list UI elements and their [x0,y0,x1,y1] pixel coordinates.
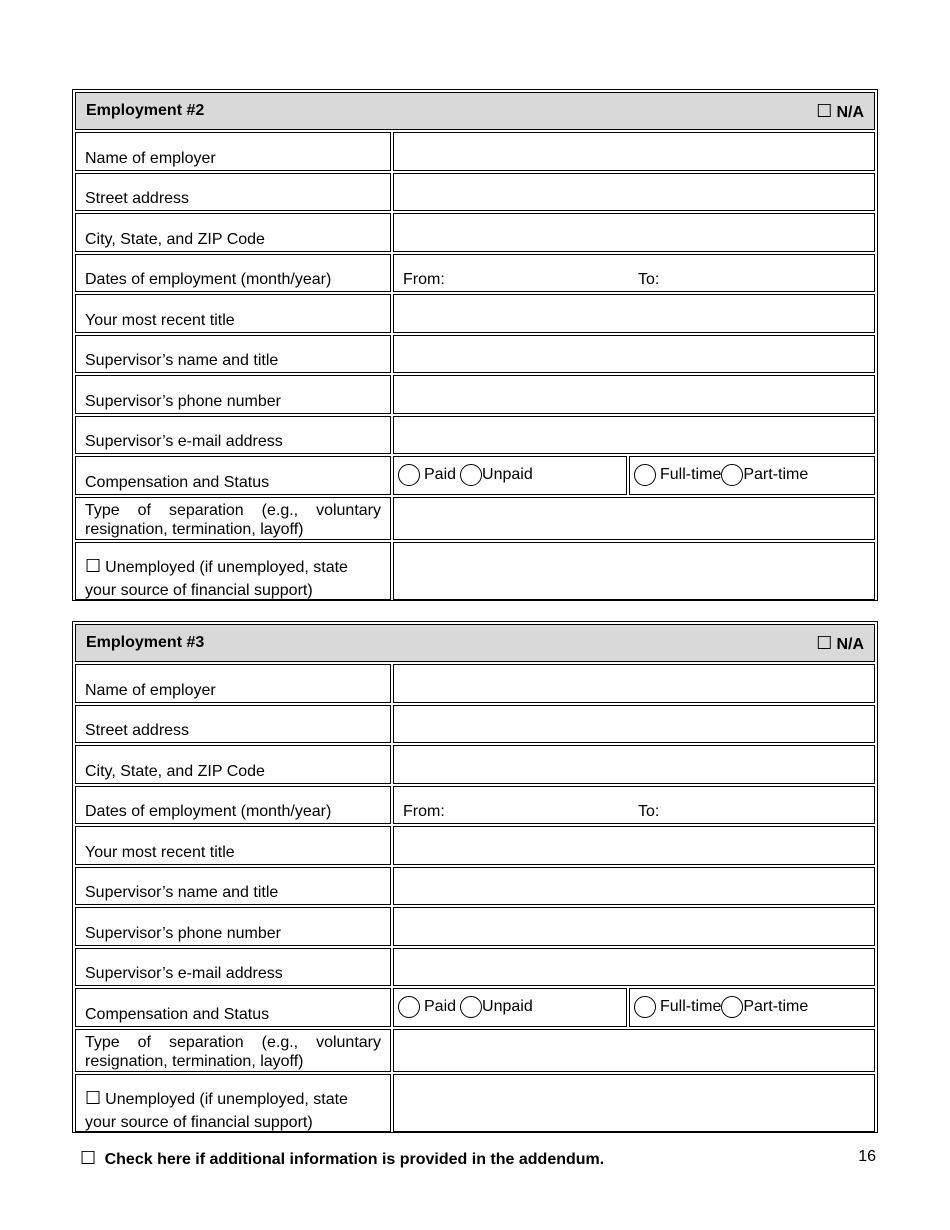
street-address-label-cell [75,173,391,212]
compensation-status-row [75,988,875,1027]
city-state-zip-input[interactable] [393,745,875,784]
supervisor-email-row [75,948,875,987]
supervisor-name-title-input[interactable] [393,335,875,374]
section-title: Employment #3 [86,634,205,651]
section-header [75,92,875,130]
unpaid-option[interactable] [460,996,533,1018]
employment-3-section [72,621,878,1133]
addendum-checkbox[interactable]: ☐ [80,1148,97,1168]
status-options [629,988,875,1027]
supervisor-phone-input[interactable] [393,375,875,414]
part-time-radio[interactable] [721,464,743,486]
supervisor-name-title-row [75,335,875,374]
unemployed-checkbox[interactable]: ☐ [85,555,102,576]
dates-input[interactable] [393,254,875,293]
unpaid-option[interactable] [460,464,533,486]
field-label: Type of separation (e.g., voluntary resignation, termination, layoff) [85,501,381,538]
full-time-radio[interactable] [634,996,656,1018]
name-of-employer-row [75,132,875,171]
name-of-employer-label-cell [75,664,391,703]
most-recent-title-input[interactable] [393,294,875,333]
supervisor-name-title-row [75,867,875,906]
city-state-zip-label-cell [75,213,391,252]
part-time-radio[interactable] [721,996,743,1018]
page-number: 16 [858,1148,876,1165]
supervisor-email-input[interactable] [393,416,875,455]
field-label: Your most recent title [85,843,235,861]
compensation-status-row [75,456,875,495]
most-recent-title-row [75,826,875,865]
addendum-note: Check here if additional information is provided in the addendum. [104,1151,605,1168]
most-recent-title-label-cell [75,294,391,333]
na-checkbox[interactable]: ☐ [816,632,833,653]
to-label: To: [638,803,660,820]
name-of-employer-label-cell [75,132,391,171]
type-of-separation-row [75,1029,875,1072]
supervisor-phone-label-cell [75,907,391,946]
supervisor-phone-row [75,375,875,414]
unemployed-row [75,542,875,600]
dates-input[interactable] [393,786,875,825]
most-recent-title-input[interactable] [393,826,875,865]
field-label: Your most recent title [85,311,235,329]
supervisor-email-label-cell [75,948,391,987]
full-time-radio[interactable] [634,464,656,486]
status-options [629,456,875,495]
city-state-zip-input[interactable] [393,213,875,252]
section-header [75,624,875,662]
supervisor-phone-input[interactable] [393,907,875,946]
compensation-status-label-cell [75,988,391,1027]
field-label: City, State, and ZIP Code [85,762,265,780]
part-time-label: Part-time [743,466,809,484]
dates-of-employment-row [75,786,875,825]
field-label: Unemployed (if unemployed, state your source of financial support) [85,1090,348,1131]
most-recent-title-label-cell [75,826,391,865]
field-label: Type of separation (e.g., voluntary resignation, termination, layoff) [85,1033,381,1070]
from-label: From: [403,271,445,288]
supervisor-email-row [75,416,875,455]
city-state-zip-row [75,745,875,784]
type-of-separation-input[interactable] [393,497,875,540]
supervisor-email-label-cell [75,416,391,455]
unemployed-label-cell [75,542,391,600]
field-label: Supervisor’s e-mail address [85,433,283,450]
type-of-separation-label-cell [75,497,391,540]
part-time-option[interactable] [721,464,808,486]
full-time-option[interactable] [634,464,721,486]
dates-of-employment-row [75,254,875,293]
unemployed-row [75,1074,875,1132]
name-of-employer-input[interactable] [393,664,875,703]
na-label: N/A [836,635,864,653]
section-title: Employment #2 [86,102,205,119]
type-of-separation-input[interactable] [393,1029,875,1072]
field-label: Unemployed (if unemployed, state your source of financial support) [85,558,348,599]
unemployed-input[interactable] [393,542,875,600]
unemployed-label-cell [75,1074,391,1132]
paid-radio[interactable] [398,996,420,1018]
supervisor-phone-row [75,907,875,946]
street-address-input[interactable] [393,705,875,744]
field-label: Supervisor’s e-mail address [85,965,283,982]
supervisor-name-title-label-cell [75,867,391,906]
paid-option[interactable] [398,464,456,486]
field-label: Name of employer [85,149,216,167]
field-label: Supervisor’s phone number [85,924,281,942]
name-of-employer-row [75,664,875,703]
field-label: Supervisor’s phone number [85,392,281,410]
to-label: To: [638,271,660,288]
unpaid-radio[interactable] [460,996,482,1018]
part-time-label: Part-time [743,998,809,1016]
supervisor-name-title-label-cell [75,335,391,374]
most-recent-title-row [75,294,875,333]
type-of-separation-label-cell [75,1029,391,1072]
field-label: Compensation and Status [85,1005,270,1023]
field-label: Compensation and Status [85,473,270,491]
na-checkbox[interactable]: ☐ [816,100,833,121]
full-time-label: Full-time [660,998,722,1016]
pay-options [393,456,627,495]
unemployed-checkbox[interactable]: ☐ [85,1087,102,1108]
supervisor-email-input[interactable] [393,948,875,987]
name-of-employer-input[interactable] [393,132,875,171]
employment-2-section [72,89,878,601]
full-time-label: Full-time [660,466,722,484]
dates-of-employment-label-cell [75,254,391,293]
supervisor-name-title-input[interactable] [393,867,875,906]
full-time-option[interactable] [634,996,721,1018]
paid-option[interactable] [398,996,456,1018]
city-state-zip-row [75,213,875,252]
city-state-zip-label-cell [75,745,391,784]
footer [80,1148,876,1169]
unpaid-label: Unpaid [482,466,533,484]
field-label: Dates of employment (month/year) [85,271,332,288]
supervisor-phone-label-cell [75,375,391,414]
type-of-separation-row [75,497,875,540]
dates-of-employment-label-cell [75,786,391,825]
street-address-row [75,173,875,212]
pay-options [393,988,627,1027]
part-time-option[interactable] [721,996,808,1018]
na-option[interactable] [816,101,864,122]
paid-label: Paid [424,998,457,1016]
field-label: Dates of employment (month/year) [85,803,332,820]
field-label: Street address [85,722,190,739]
field-label: City, State, and ZIP Code [85,230,265,248]
field-label: Street address [85,190,190,207]
field-label: Name of employer [85,681,216,699]
unpaid-radio[interactable] [460,464,482,486]
street-address-input[interactable] [393,173,875,212]
street-address-label-cell [75,705,391,744]
unemployed-input[interactable] [393,1074,875,1132]
na-label: N/A [836,103,864,121]
field-label: Supervisor’s name and title [85,352,279,369]
field-label: Supervisor’s name and title [85,884,279,901]
street-address-row [75,705,875,744]
from-label: From: [403,803,445,820]
paid-label: Paid [424,466,457,484]
unpaid-label: Unpaid [482,998,533,1016]
na-option[interactable] [816,633,864,654]
paid-radio[interactable] [398,464,420,486]
compensation-status-label-cell [75,456,391,495]
